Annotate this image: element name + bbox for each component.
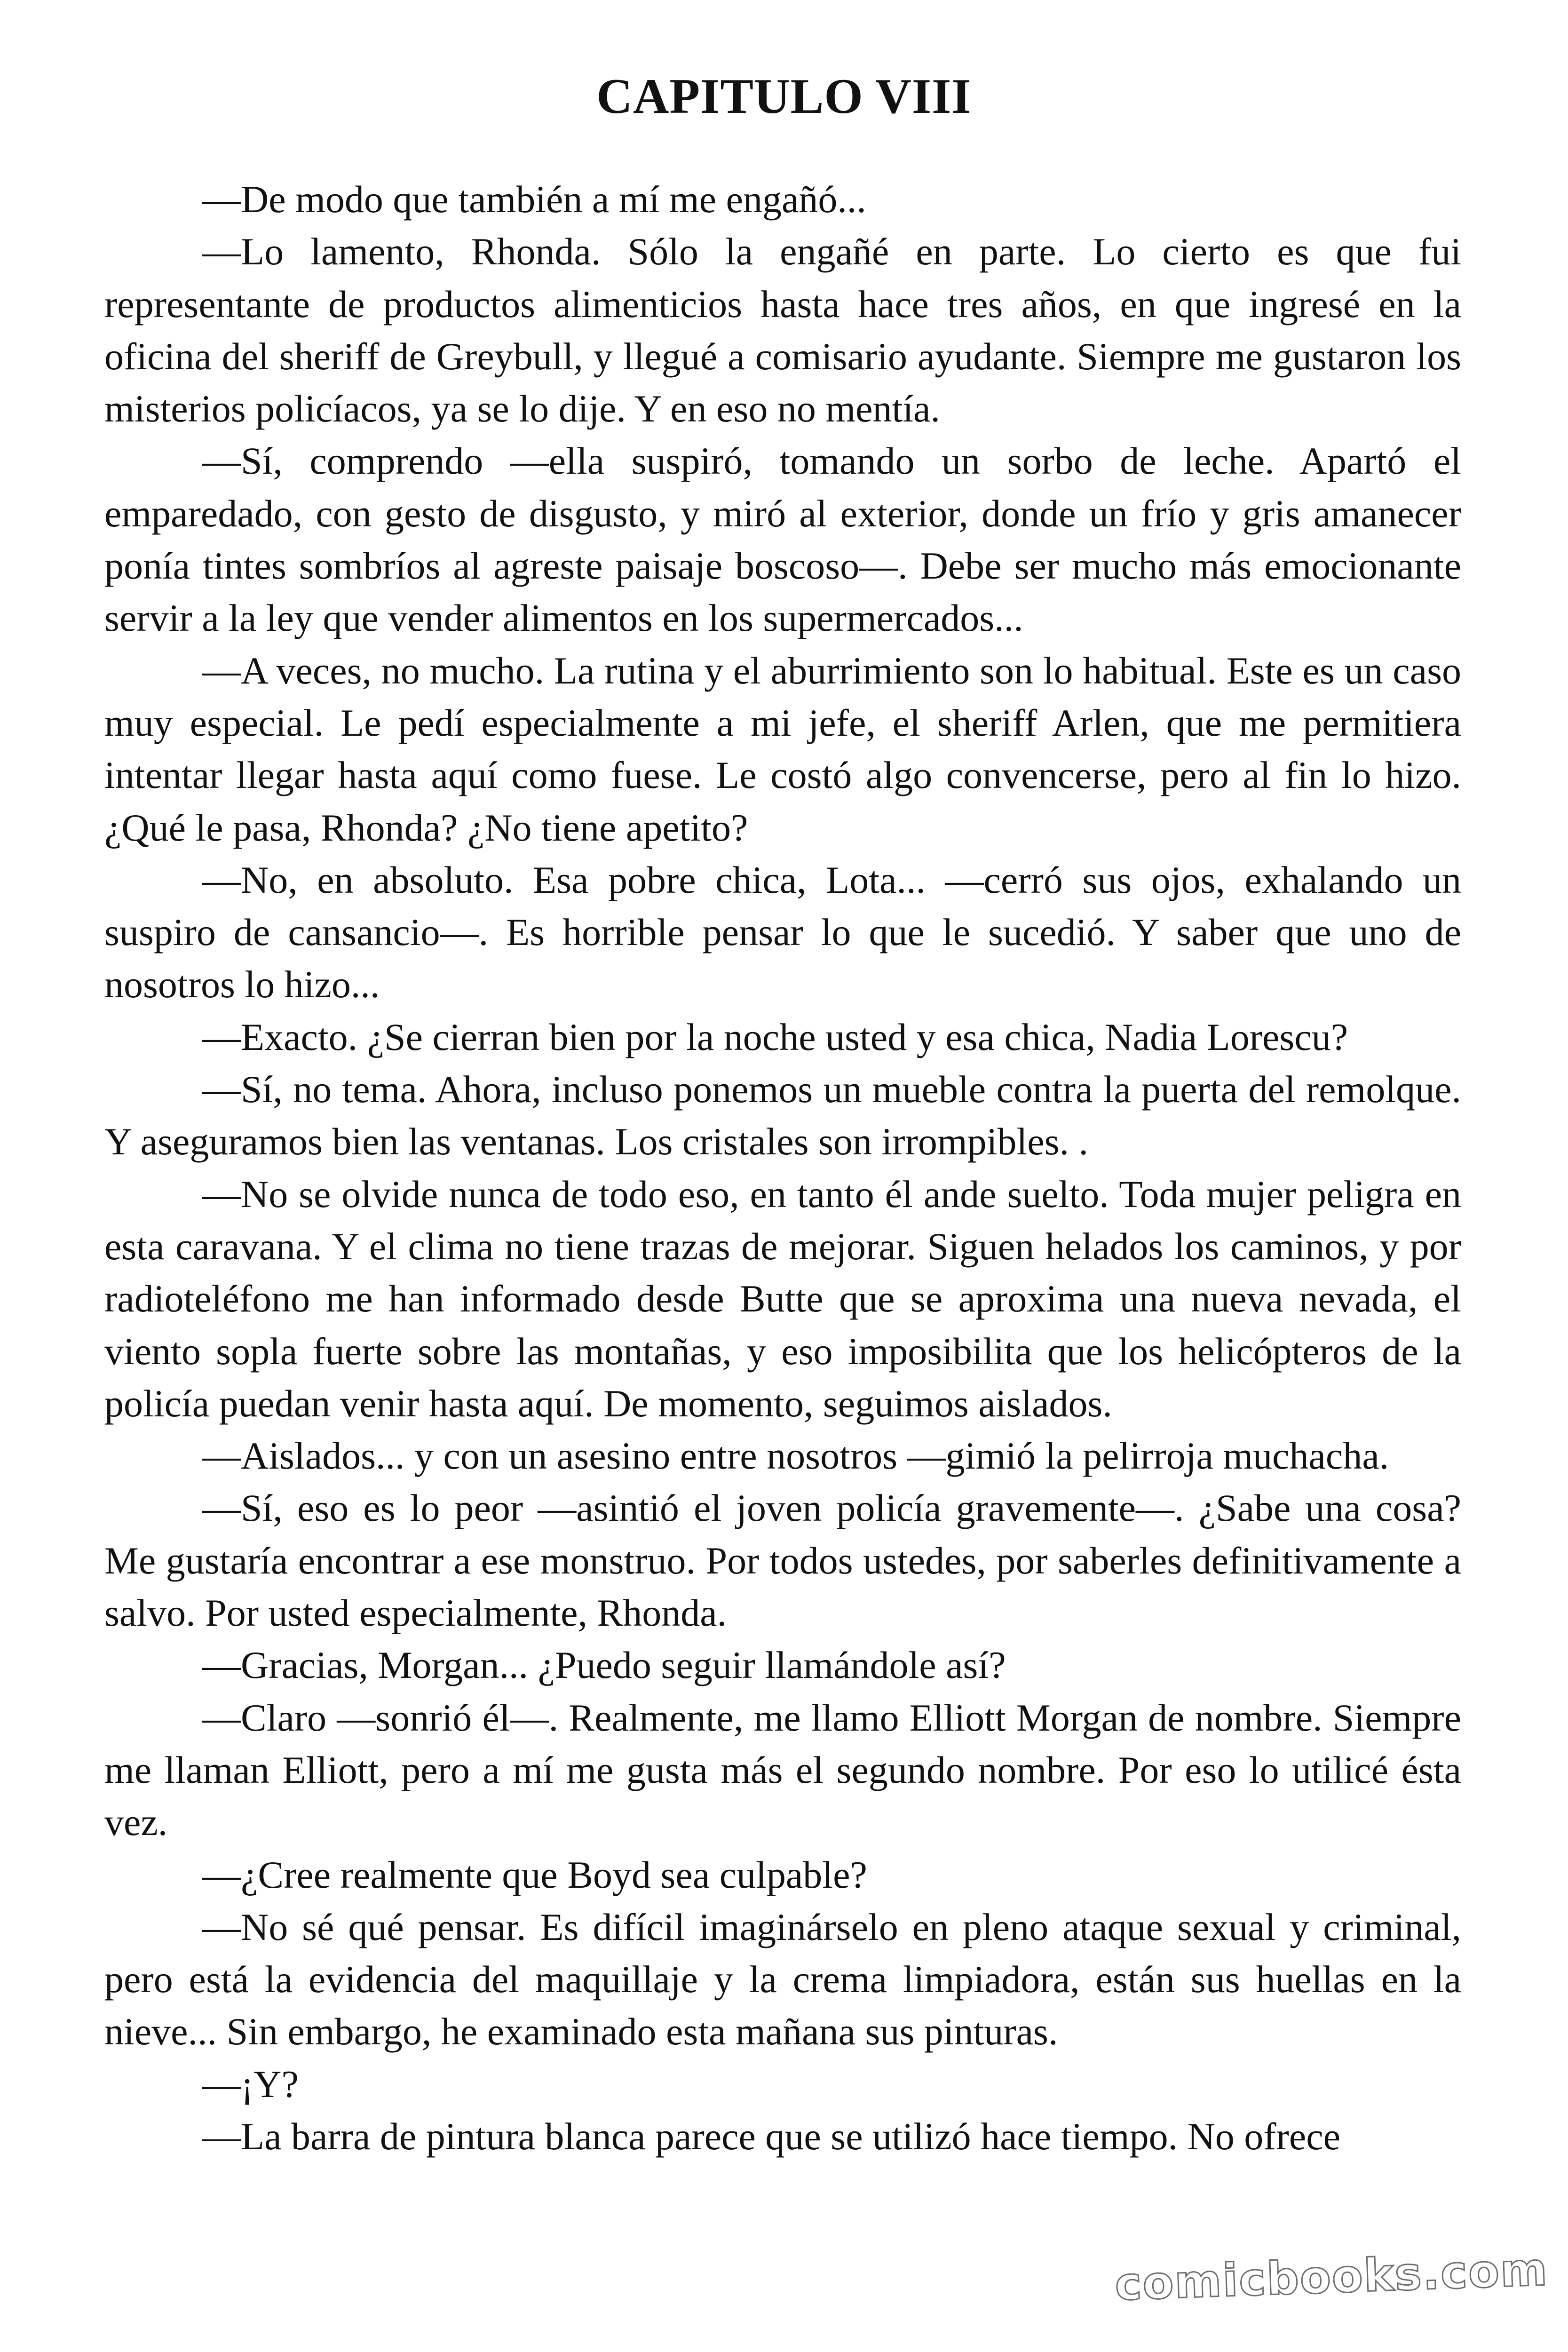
paragraph: —¡Y? <box>202 2062 299 2106</box>
paragraph: —A veces, no mucho. La rutina y el aburrimiento son lo habitual. Este es un caso muy especial. Le pedí especialmente a mi jefe, el sheriff Arlen, que me permitiera intentar llegar hasta aquí como fuese. Le costó algo convencerse, pero al fin lo hizo. ¿Qué le pasa, Rhonda? ¿No tiene apetito? <box>104 649 1461 849</box>
paragraph: —No sé qué pensar. Es difícil imaginárselo en pleno ataque sexual y criminal, pero está la evidencia del maquillaje y la crema limpiadora, están sus huellas en la nieve... Sin embargo, he examinado esta mañana sus pinturas. <box>104 1905 1461 2053</box>
paragraph: —Gracias, Morgan... ¿Puedo seguir llamándole así? <box>202 1644 1006 1687</box>
paragraph: —Aislados... y con un asesino entre nosotros —gimió la pelirroja muchacha. <box>202 1434 1389 1478</box>
paragraph: —¿Cree realmente que Boyd sea culpable? <box>202 1853 867 1896</box>
paragraph: —No se olvide nunca de todo eso, en tanto él ande suelto. Toda mujer peligra en esta caravana. Y el clima no tiene trazas de mejorar. Siguen helados los caminos, y por radioteléfono me han informado desde Butte que se aproxima una nueva nevada, el viento sopla fuerte sobre las montañas, y eso imposibilita que los helicópteros de la policía puedan venir hasta aquí. De momento, seguimos aislados. <box>104 1172 1461 1425</box>
paragraph: —La barra de pintura blanca parece que se utilizó hace tiempo. No ofrece <box>202 2114 1341 2158</box>
paragraph: —Sí, eso es lo peor —asintió el joven policía gravemente—. ¿Sabe una cosa? Me gustaría encontrar a ese monstruo. Por todos ustedes, por saberles definitivamente a salvo. Por usted especialmente, Rhonda. <box>104 1486 1461 1635</box>
paragraph: —Sí, comprendo —ella suspiró, tomando un sorbo de leche. Apartó el emparedado, con gesto de disgusto, y miró al exterior, donde un frío y gris amanecer ponía tintes sombríos al agreste paisaje boscoso—. Debe ser mucho más emocionante servir a la ley que vender alimentos en los supermercados... <box>104 439 1461 640</box>
chapter-body <box>104 173 1461 2162</box>
chapter-title: CAPITULO VIII <box>596 69 972 124</box>
watermark-logo: comicbooks.com <box>1114 2243 1549 2311</box>
paragraph: —De modo que también a mí me engañó... <box>202 178 866 221</box>
paragraph: —No, en absoluto. Esa pobre chica, Lota... —cerró sus ojos, exhalando un suspiro de cansancio—. Es horrible pensar lo que le sucedió. Y saber que uno de nosotros lo hizo... <box>104 858 1461 1006</box>
paragraph: —Sí, no tema. Ahora, incluso ponemos un mueble contra la puerta del remolque. Y aseguramos bien las ventanas. Los cristales son irrompibles. . <box>104 1068 1461 1163</box>
paragraph: —Lo lamento, Rhonda. Sólo la engañé en parte. Lo cierto es que fui representante de productos alimenticios hasta hace tres años, en que ingresé en la oficina del sheriff de Greybull, y llegué a comisario ayudante. Siempre me gustaron los misterios policíacos, ya se lo dije. Y en eso no mentía. <box>104 230 1461 430</box>
paragraph: —Exacto. ¿Se cierran bien por la noche usted y esa chica, Nadia Lorescu? <box>202 1015 1348 1058</box>
paragraph: —Claro —sonrió él—. Realmente, me llamo Elliott Morgan de nombre. Siempre me llaman Elliott, pero a mí me gusta más el segundo nombre. Por eso lo utilicé ésta vez. <box>104 1696 1461 1844</box>
